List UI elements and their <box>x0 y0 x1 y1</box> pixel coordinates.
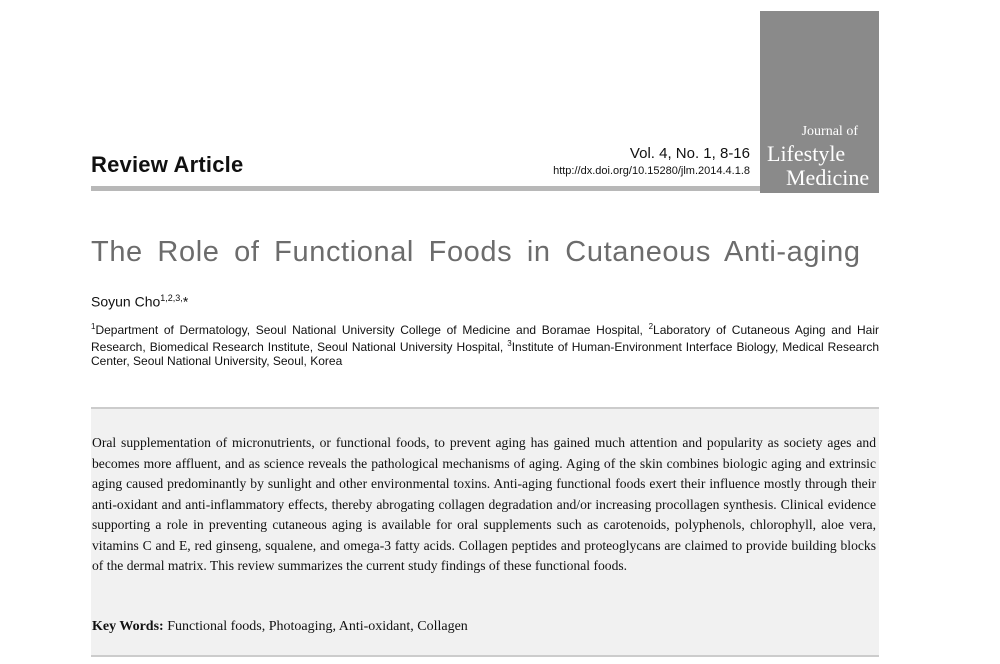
keywords-label: Key Words: <box>92 619 164 634</box>
journal-logo <box>760 11 879 193</box>
abstract-box <box>91 407 879 657</box>
affiliation-2: Laboratory of Cutaneous Aging and Hair Research, Biomedical Research Institute, Seoul National University Hospital, <box>91 323 879 354</box>
keywords <box>92 619 876 635</box>
volume-info: Vol. 4, No. 1, 8-16 <box>629 145 750 162</box>
author-name: Soyun Cho <box>91 293 161 310</box>
doi-link[interactable]: http://dx.doi.org/10.15280/jlm.2014.4.1.8 <box>553 165 750 177</box>
keywords-text: Functional foods, Photoaging, Anti-oxidant, Collagen <box>163 619 468 634</box>
affiliation-3: Institute of Human-Environment Interface Biology, Medical Research Center, Seoul National University, Seoul, Korea <box>91 340 879 368</box>
corresponding-mark: * <box>182 293 189 310</box>
journal-logo-line2: Lifestyle <box>767 141 846 166</box>
header-divider <box>91 186 760 191</box>
author-superscripts: 1,2,3, <box>160 293 183 303</box>
affiliations <box>91 320 879 368</box>
journal-logo-line1: Journal of <box>801 124 858 139</box>
article-type-label: Review Article <box>91 152 244 177</box>
affiliation-sup-3: 3 <box>507 339 512 348</box>
author-line <box>91 293 188 310</box>
journal-logo-line3: Medicine <box>786 165 870 190</box>
affiliation-sup-2: 2 <box>648 322 654 331</box>
affiliation-sup-1: 1 <box>91 322 96 331</box>
abstract-text: Oral supplementation of micronutrients, or functional foods, to prevent aging has gained much attention and popularity as society ages and becomes more affluent, and as science reveals the pathological mechanisms of aging. Aging of the skin combines biologic aging and extrinsic aging caused predominantly by sunlight and other environmental toxins. Anti-aging functional foods exert their influence mostly through their anti-oxidant and anti-inflammatory effects, thereby abrogating collagen degradation and/or increasing procollagen synthesis. Clinical evidence supporting a role in preventing cutaneous aging is available for oral supplements such as carotenoids, polyphenols, chlorophyll, aloe vera, vitamins C and E, red ginseng, squalene, and omega-3 fatty acids. Collagen peptides and proteoglycans are claimed to provide building blocks of the dermal matrix. This review summarizes the current study findings of these functional foods. <box>92 435 876 573</box>
paper-title: The Role of Functional Foods in Cutaneous Anti-aging <box>91 236 861 268</box>
affiliation-1: Department of Dermatology, Seoul National University College of Medicine and Boramae Hospital, <box>95 323 649 337</box>
